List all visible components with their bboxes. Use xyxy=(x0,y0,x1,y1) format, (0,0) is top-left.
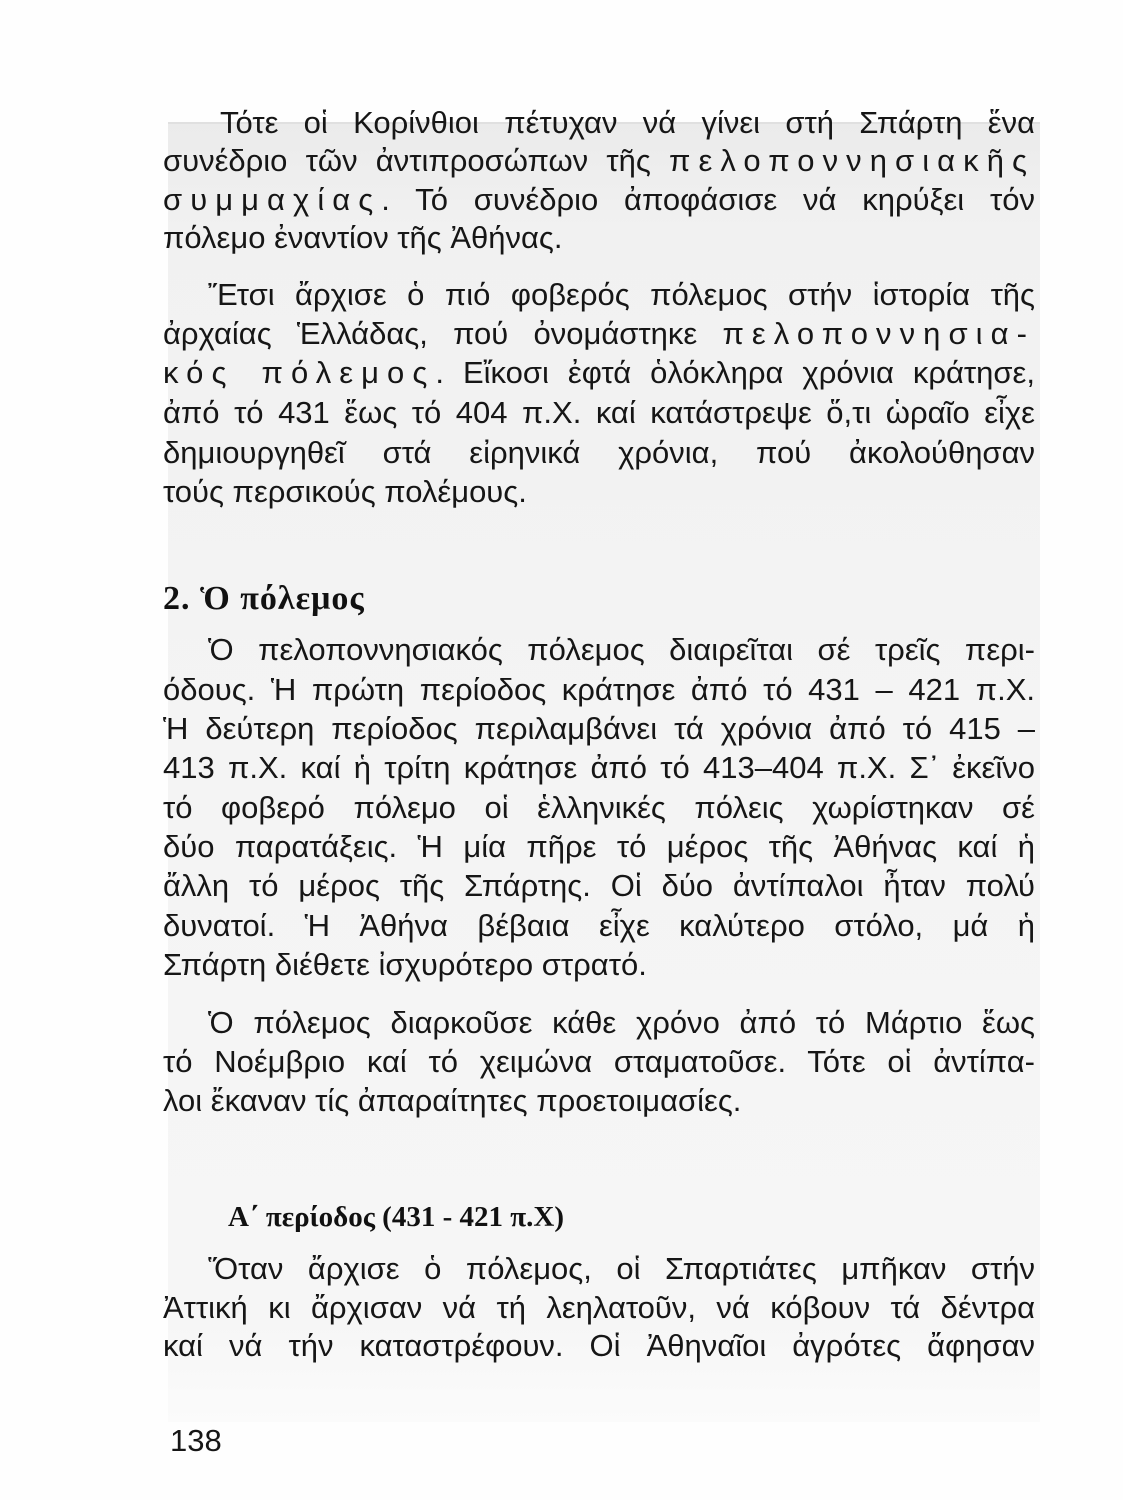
text-line: όδους. Ἡ πρώτη περίοδος κράτησε ἀπό τό 431 – 421 π.Χ. xyxy=(163,672,1035,707)
text-segment: συνέδριο τῶν ἀντιπροσώπων τῆς xyxy=(163,143,669,178)
text-line: δυνατοί. Ἡ Ἀθήνα βέβαια εἶχε καλύτερο στόλο, μά ἡ xyxy=(163,908,1035,943)
text-line: καί νά τήν καταστρέφουν. Οἱ Ἀθηναῖοι ἀγρότες ἄφησαν xyxy=(163,1328,1035,1363)
spaced-emphasis: συμμαχίας xyxy=(163,182,382,217)
text-line: δημιουργηθεῖ στά εἰρηνικά χρόνια, πού ἀκολούθησαν xyxy=(163,435,1035,470)
text-line xyxy=(163,180,1035,219)
text-line xyxy=(163,314,1035,353)
text-line: Ὅταν ἄρχισε ὁ πόλεμος, οἱ Σπαρτιάτες μπῆκαν στήν xyxy=(208,1251,1035,1286)
text-segment: . Τό συνέδριο ἀποφάσισε νά κηρύξει τόν xyxy=(381,182,1035,217)
spaced-emphasis: πελοποννησια- xyxy=(722,316,1035,351)
text-line: Τότε οἱ Κορίνθιοι πέτυχαν νά γίνει στή Σπάρτη ἕνα xyxy=(220,105,1035,140)
section-heading: 2. Ὁ πόλεμος xyxy=(163,580,365,617)
text-line: λοι ἔκαναν τίς ἀπαραίτητες προετοιμασίες. xyxy=(163,1083,742,1118)
text-line: ἄλλη τό μέρος τῆς Σπάρτης. Οἱ δύο ἀντίπαλοι ἦταν πολύ xyxy=(163,868,1035,903)
text-line: τό φοβερό πόλεμο οἱ ἑλληνικές πόλεις χωρίστηκαν σέ xyxy=(163,790,1035,825)
text-segment: ἀρχαίας Ἑλλάδας, πού ὀνομάστηκε xyxy=(163,316,723,351)
spaced-emphasis: πελοποννησιακῆς xyxy=(669,143,1035,178)
text-line: Σπάρτη διέθετε ἰσχυρότερο στρατό. xyxy=(163,947,647,982)
text-line: τούς περσικούς πολέμους. xyxy=(163,474,527,509)
text-line: Ὁ πόλεμος διαρκοῦσε κάθε χρόνο ἀπό τό Μάρτιο ἕως xyxy=(208,1005,1035,1040)
text-line: δύο παρατάξεις. Ἡ μία πῆρε τό μέρος τῆς Ἀθήνας καί ἡ xyxy=(163,829,1035,864)
subsection-heading: Α΄ περίοδος (431 - 421 π.Χ) xyxy=(228,1201,564,1233)
text-line: Ὁ πελοποννησιακός πόλεμος διαιρεῖται σέ τρεῖς περι- xyxy=(208,632,1035,667)
spaced-emphasis: κός πόλεμος xyxy=(163,355,436,390)
text-line xyxy=(163,353,1035,392)
page-number: 138 xyxy=(170,1423,222,1458)
text-line: τό Νοέμβριο καί τό χειμώνα σταματοῦσε. Τότε οἱ ἀντίπα- xyxy=(163,1044,1035,1079)
text-segment: . Εἴκοσι ἐφτά ὁλόκληρα χρόνια κράτησε, xyxy=(435,355,1035,390)
text-line xyxy=(163,141,1035,180)
text-line: ἀπό τό 431 ἕως τό 404 π.Χ. καί κατάστρεψε ὅ,τι ὡραῖο εἶχε xyxy=(163,395,1035,430)
text-line: Ἔτσι ἄρχισε ὁ πιό φοβερός πόλεμος στήν ἱστορία τῆς xyxy=(208,277,1035,312)
text-line: 413 π.Χ. καί ἡ τρίτη κράτησε ἀπό τό 413–404 π.Χ. Σ᾿ ἐκεῖνο xyxy=(163,750,1035,785)
text-line: Ἀττική κι ἄρχισαν νά τή λεηλατοῦν, νά κόβουν τά δέντρα xyxy=(163,1290,1035,1325)
text-line: Ἡ δεύτερη περίοδος περιλαμβάνει τά χρόνια ἀπό τό 415 – xyxy=(163,711,1035,746)
text-line: πόλεμο ἐναντίον τῆς Ἀθήνας. xyxy=(163,220,563,255)
